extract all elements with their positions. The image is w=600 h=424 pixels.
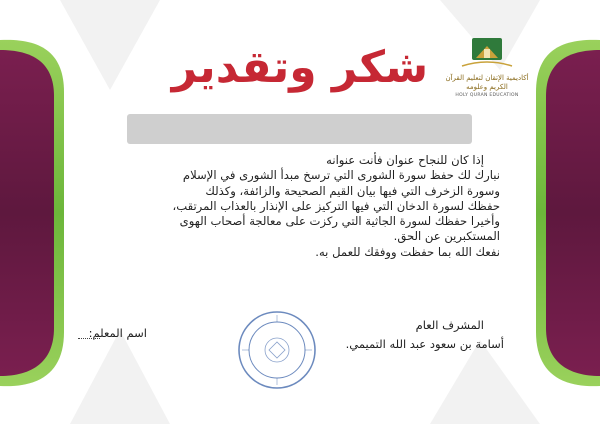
official-stamp-icon [236,309,318,391]
body-line: حفظك لسورة الدخان التي فيها التركيز على الإنذار بالعذاب المرتقب، [172,198,500,213]
body-line: نبارك لك حفظ سورة الشورى التي ترسخ مبدأ الشورى في الإسلام [182,168,500,183]
body-line: إذا كان للنجاح عنوان فأنت عنوانه [326,153,484,167]
recipient-name-box [127,114,472,144]
teacher-label: اسم المعلم: [88,326,147,340]
logo-text-english: HOLY QURAN EDUCATION [455,93,519,98]
logo-text-arabic: أكاديمية الإتقان لتعليم القرآن الكريم وعلومه [445,74,529,91]
supervisor-label: المشرف العام [415,318,484,332]
left-purple-band [0,50,54,376]
certificate-title: شكر وتقدير [171,42,429,93]
teacher-signature-line [78,338,100,339]
body-line: وأخيرا حفظك لسورة الجاثية التي ركزت على معالجة أصحاب الهوى [179,214,500,229]
body-line: نفعك الله بما حفظت ووفقك للعمل به. [315,244,500,259]
certificate-body [105,153,500,260]
supervisor-name: أسامة بن سعود عبد الله التميمي. [345,337,504,351]
body-line: المستكبرين عن الحق. [393,229,500,244]
right-purple-band [546,50,600,376]
body-line: وسورة الزخرف التي فيها بيان القيم الصحيحة والزائفة، وكذلك [205,183,500,198]
